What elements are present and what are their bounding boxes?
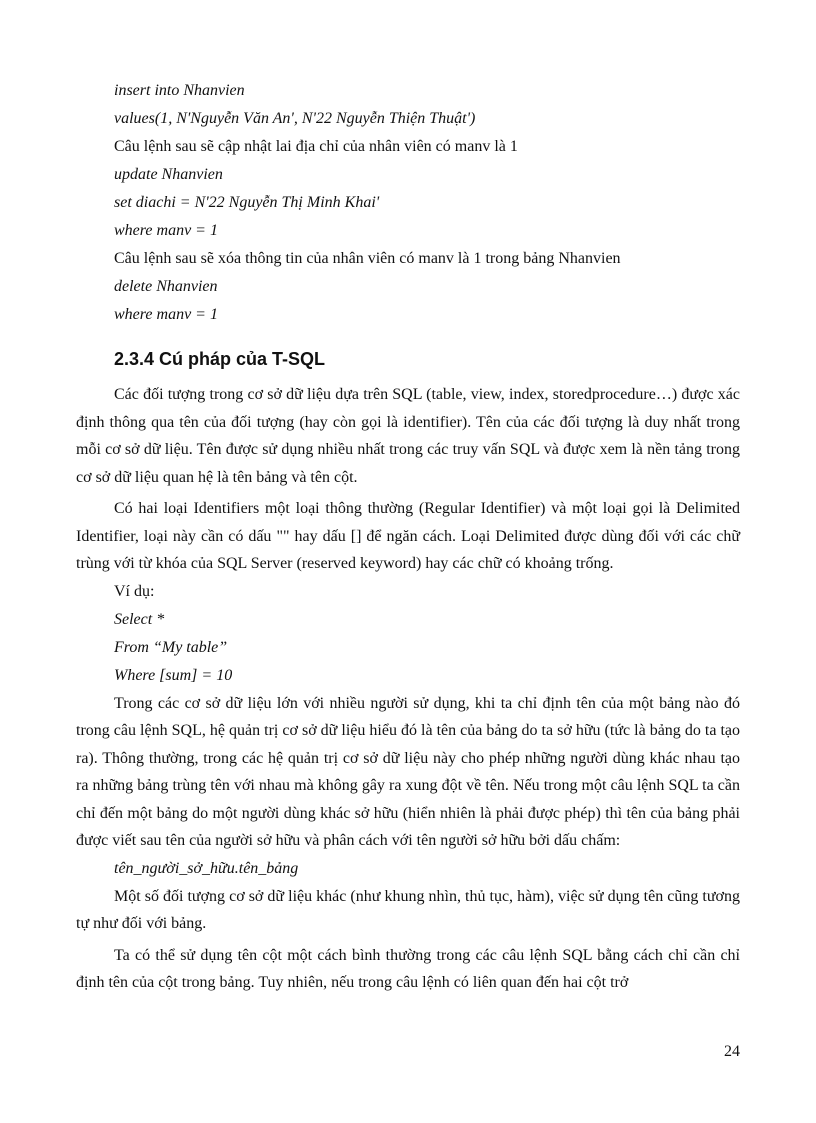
- paragraph: Có hai loại Identifiers một loại thông thường (Regular Identifier) và một loại gọi là Delimited Identifier, loại này cần có dấu "" hay dấu [] để ngăn cách. Loại Delimited được dùng đối với các chữ trùng với từ khóa của SQL Server (reserved keyword) hay các chữ có khoảng trống.: [76, 500, 740, 572]
- example-label: Ví dụ:: [114, 582, 155, 600]
- code-line: set diachi = N'22 Nguyễn Thị Minh Khai': [114, 194, 380, 211]
- code-line: update Nhanvien: [114, 166, 223, 183]
- code-line: values(1, N'Nguyễn Văn An', N'22 Nguyễn Thiện Thuật'): [114, 110, 476, 127]
- code-line: Select *: [114, 610, 165, 628]
- code-line: insert into Nhanvien: [114, 82, 245, 99]
- text-line: Câu lệnh sau sẽ xóa thông tin của nhân viên có manv là 1 trong bảng Nhanvien: [114, 250, 621, 267]
- paragraph: Ta có thể sử dụng tên cột một cách bình thường trong các câu lệnh SQL bằng cách chỉ cần chỉ định tên của cột trong bảng. Tuy nhiên, nếu trong câu lệnh có liên quan đến hai cột trở: [76, 946, 740, 991]
- paragraph: Các đối tượng trong cơ sở dữ liệu dựa trên SQL (table, view, index, storedprocedure…) được xác định thông qua tên của đối tượng (hay còn gọi là identifier). Tên của các đối tượng là duy nhất trong mỗi cơ sở dữ liệu. Tên được sử dụng nhiều nhất trong các truy vấn SQL và được xem là nền tảng trong cơ sở dữ liệu quan hệ là tên bảng và tên cột.: [76, 386, 740, 486]
- code-line: delete Nhanvien: [114, 278, 218, 295]
- text-line: Câu lệnh sau sẽ cập nhật lai địa chỉ của nhân viên có manv là 1: [114, 138, 518, 155]
- section-heading: 2.3.4 Cú pháp của T-SQL: [114, 349, 326, 369]
- page-number: 24: [724, 1043, 740, 1060]
- owner-name-pattern: tên_người_sở_hữu.tên_bảng: [114, 859, 299, 877]
- paragraph: Trong các cơ sở dữ liệu lớn với nhiều người sử dụng, khi ta chỉ định tên của một bảng nào đó trong câu lệnh SQL, hệ quản trị cơ sở dữ liệu hiểu đó là tên của bảng do ta sở hữu (tức là bảng do ta tạo ra). Thông thường, trong các hệ quản trị cơ sở dữ liệu này cho phép những người dùng khác nhau tạo ra những bảng trùng tên với nhau mà không gây ra xung đột về tên. Nếu trong một câu lệnh SQL ta cần chỉ đến một bảng do một người dùng khác sở hữu (hiển nhiên là phải được phép) thì tên của bảng phải được viết sau tên của người sở hữu và phân cách với tên người sở hữu bởi dấu chấm:: [76, 694, 740, 849]
- paragraph: Một số đối tượng cơ sở dữ liệu khác (như khung nhìn, thủ tục, hàm), việc sử dụng tên cũng tương tự như đối với bảng.: [76, 887, 740, 932]
- code-line: From “My table”: [114, 638, 228, 656]
- page-content: [76, 77, 740, 997]
- code-line: where manv = 1: [114, 306, 218, 323]
- code-line: where manv = 1: [114, 222, 218, 239]
- code-line: Where [sum] = 10: [114, 666, 233, 684]
